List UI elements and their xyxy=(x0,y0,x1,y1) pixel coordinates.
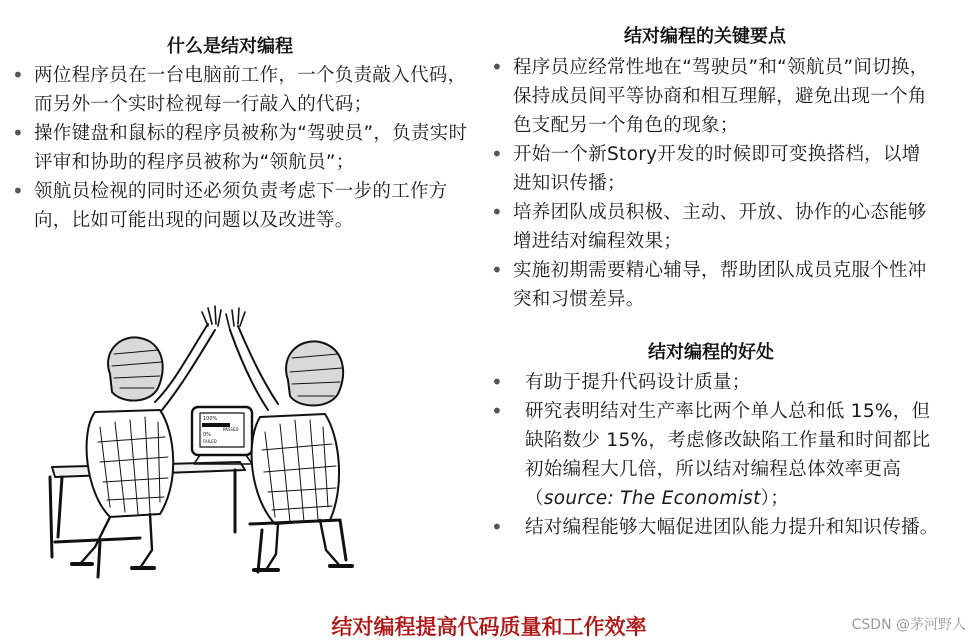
benefit-text-tail: ）； xyxy=(760,488,789,509)
screen-failed-label: FAILED xyxy=(203,439,217,444)
screen-zero-label: 0% xyxy=(203,432,211,438)
benefits-list xyxy=(487,368,947,542)
list-item xyxy=(487,513,947,542)
list-item: • 两位程序员在一台电脑前工作，一个负责敲入代码，而另外一个实时检视每一行敲入的代码； xyxy=(8,61,470,119)
list-item: • 领航员检视的同时还必须负责考虑下一步的工作方向，比如可能出现的问题以及改进等。 xyxy=(8,177,470,235)
list-item: • 操作键盘和鼠标的程序员被称为“驾驶员”，负责实时评审和协助的程序员被称为“领航员”； xyxy=(8,119,470,177)
screen-progress-label: 100% xyxy=(203,416,218,422)
list-item xyxy=(487,368,947,397)
csdn-watermark: CSDN @茅河野人 xyxy=(851,617,966,633)
list-item: • 实施初期需要精心辅导，帮助团队成员克服个性冲突和习惯差异。 xyxy=(487,256,932,314)
what-is-heading: 什么是结对编程 xyxy=(167,36,293,57)
benefits-heading: 结对编程的好处 xyxy=(648,342,774,363)
bottom-caption: 结对编程提高代码质量和工作效率 xyxy=(331,614,647,639)
what-is-list xyxy=(8,61,470,235)
list-item: • 开始一个新Story开发的时候即可变换搭档，以增进知识传播； xyxy=(487,140,932,198)
benefit-text: 结对编程能够大幅促进团队能力提升和知识传播。 xyxy=(525,517,939,538)
screen-status-label: PASSED xyxy=(223,427,239,432)
source-citation: source: The Economist xyxy=(543,488,761,509)
key-points-list xyxy=(487,53,932,314)
key-points-heading: 结对编程的关键要点 xyxy=(624,26,786,47)
list-item xyxy=(487,397,947,513)
list-item: • 培养团队成员积极、主动、开放、协作的心态能够增进结对编程效果； xyxy=(487,198,932,256)
list-item: • 程序员应经常性地在“驾驶员”和“领航员”间切换，保持成员间平等协商和相互理解，避免出现一个角色支配另一个角色的现象； xyxy=(487,53,932,140)
benefit-text: 有助于提升代码设计质量； xyxy=(525,372,751,393)
pair-programmers-illustration xyxy=(40,292,390,582)
benefit-text: 研究表明结对生产率比两个单人总和低 15%，但缺陷数少 15%，考虑修改缺陷工作量和时间都比初始编程大几倍，所以结对编程总体效率更高（ xyxy=(525,401,931,509)
